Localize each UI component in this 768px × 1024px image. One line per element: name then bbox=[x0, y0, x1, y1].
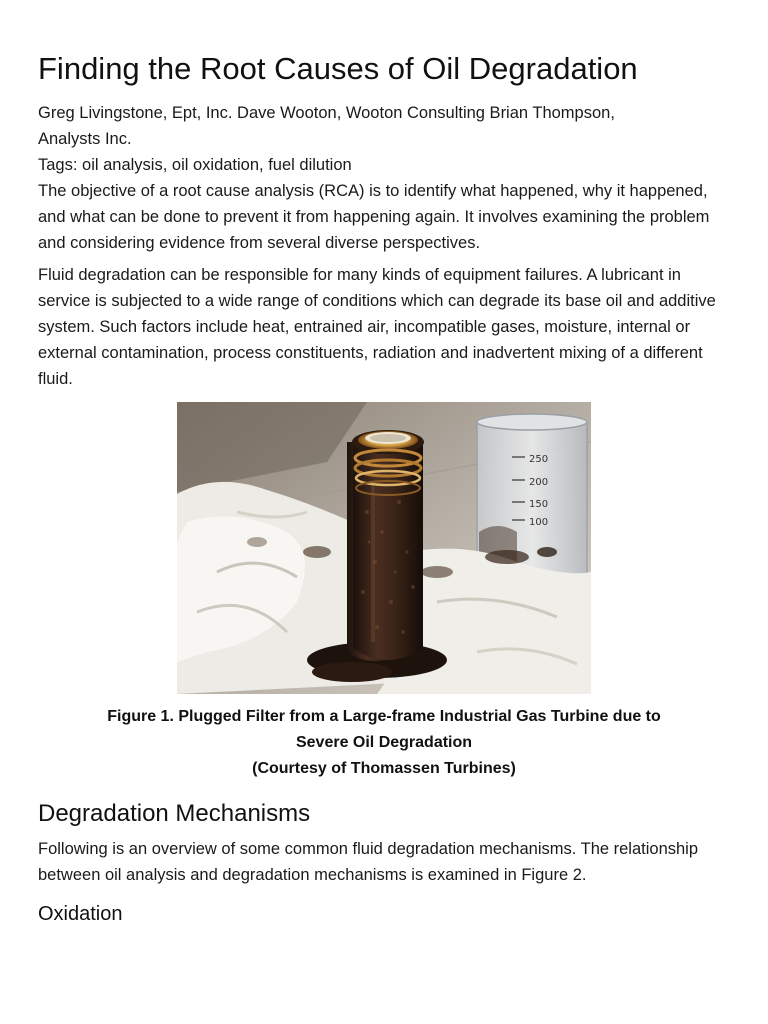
caption-line-3: (Courtesy of Thomassen Turbines) bbox=[252, 760, 516, 777]
plugged-filter bbox=[317, 430, 459, 661]
figure-1 bbox=[38, 402, 730, 782]
section-paragraph: Following is an overview of some common fluid degradation mechanisms. The relationship between oil analysis and degradation mechanisms is examined in Figure 2. bbox=[38, 840, 699, 884]
tags-line: Tags: oil analysis, oil oxidation, fuel dilution bbox=[38, 156, 352, 174]
beaker-mark-250: 250 bbox=[529, 454, 549, 465]
beaker-mark-100: 100 bbox=[529, 517, 549, 528]
degradation-paragraph: Fluid degradation can be responsible for many kinds of equipment failures. A lubricant in service is subjected to a wide range of conditions which can degrade its base oil and additive system. Such factors include heat, entrained air, incompatible gases, moisture, internal or external contamination, process constituents, radiation and inadvertent mixing of a different fluid. bbox=[38, 266, 716, 388]
authors-line-1: Greg Livingstone, Ept, Inc. Dave Wooton, Wooton Consulting Brian Thompson, bbox=[38, 104, 615, 122]
authors-line bbox=[38, 100, 730, 152]
authors-line-2: Analysts Inc. bbox=[38, 130, 132, 148]
beaker-mark-150: 150 bbox=[529, 499, 549, 510]
article-title: Finding the Root Causes of Oil Degradation bbox=[38, 51, 638, 86]
beaker-mark-200: 200 bbox=[529, 477, 549, 488]
subsection-heading: Oxidation bbox=[38, 903, 123, 925]
intro-paragraph: The objective of a root cause analysis (RCA) is to identify what happened, why it happened, and what can be done to prevent it from happening again. It involves examining the problem and considering evidence from several diverse perspectives. bbox=[38, 182, 710, 252]
plugged-filter-photo bbox=[177, 402, 591, 694]
figure-1-caption bbox=[38, 704, 730, 782]
caption-line-2: Severe Oil Degradation bbox=[295, 734, 473, 751]
caption-line-1: Figure 1. Plugged Filter from a Large-frame Industrial Gas Turbine due to bbox=[107, 708, 661, 725]
section-heading: Degradation Mechanisms bbox=[38, 800, 311, 827]
